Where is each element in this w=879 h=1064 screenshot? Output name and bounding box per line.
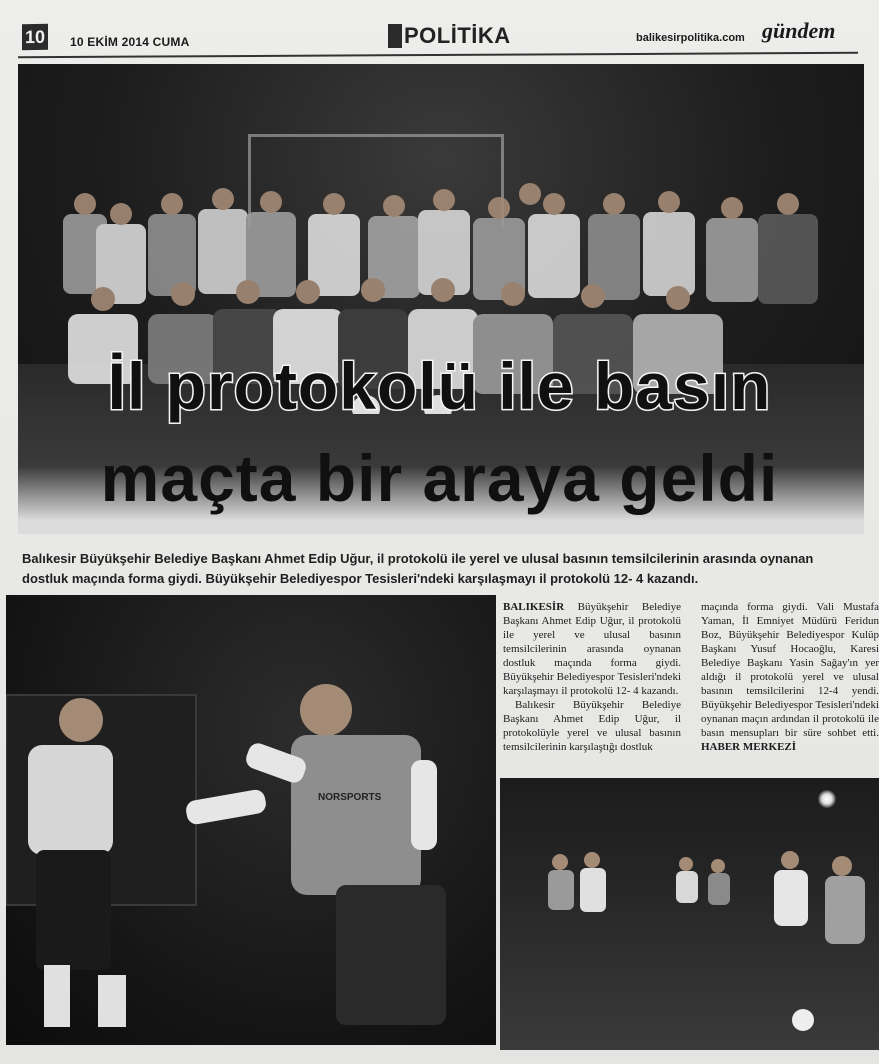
logo-mark-icon — [388, 24, 402, 48]
issue-date: 10 EKİM 2014 CUMA — [70, 35, 190, 49]
article-paragraph — [701, 600, 879, 754]
newspaper-logo — [388, 22, 511, 50]
article-column-1 — [503, 600, 681, 754]
headline-line-1: İl protokolü ile basın — [107, 349, 772, 423]
handshake-photo — [6, 595, 496, 1045]
lead-paragraph: Balıkesir Büyükşehir Belediye Başkanı Ahmet Edip Uğur, il protokolü ile yerel ve ulusal basının temsilcilerinin arasında oynanan dostluk maçında forma giydi. Büyükşehir Belediyespor Tesisleri'ndeki karşılaşmayı il protokolü 12- 4 kazandı. — [22, 551, 814, 586]
floodlight-icon — [818, 790, 836, 808]
section-title: gündem — [762, 18, 836, 43]
article-text: Büyükşehir Belediye Başkanı Ahmet Edip Uğur, il protokolü ile yerel ve ulusal basının temsilcilerinin arasında oynanan dostluk maçında forma giydi. Büyükşehir Belediyespor Tesisleri'ndeki karşılaşmayı il protokolü 12- 4 kazandı. — [503, 601, 681, 697]
website-url: balikesirpolitika.com — [636, 32, 745, 44]
article-paragraph — [503, 600, 681, 698]
article-column-2 — [701, 600, 879, 754]
match-photo — [500, 778, 879, 1050]
page-number: 10 — [22, 24, 48, 50]
jersey-text: NORSPORTS — [318, 792, 382, 803]
dateline: BALIKESİR — [503, 601, 565, 613]
article-paragraph: Balıkesir Büyükşehir Belediye Başkanı Ahmet Edip Uğur, il protokolüyle yerel ve ulusal basının temsilcilerinin karşılaştığı dostluk — [503, 699, 681, 753]
headline-line-2: maçta bir araya geldi — [100, 441, 779, 515]
page-header — [0, 0, 879, 60]
logo-text: POLİTİKA — [404, 23, 511, 48]
handshake-illustration — [6, 595, 496, 1045]
header-rule — [18, 52, 858, 58]
article-text: maçında forma giydi. Vali Mustafa Yaman, İl Emniyet Müdürü Feridun Boz, Büyükşehir Belediyespor Kulüp Başkanı Yusuf Hocaoğlu, Karesi Belediye Başkanı Yasin Sağay'ın yer aldığı il protokolü yerel ve ulusal basının temsilcilerini 12-4 yendi. Büyükşehir Belediyespor Tesisleri'ndeki oynanan maçın ardından il protokolü ile basın mensupları bir süre sohbet etti. — [701, 601, 879, 739]
byline: HABER MERKEZİ — [701, 741, 797, 753]
match-illustration — [500, 778, 879, 1050]
